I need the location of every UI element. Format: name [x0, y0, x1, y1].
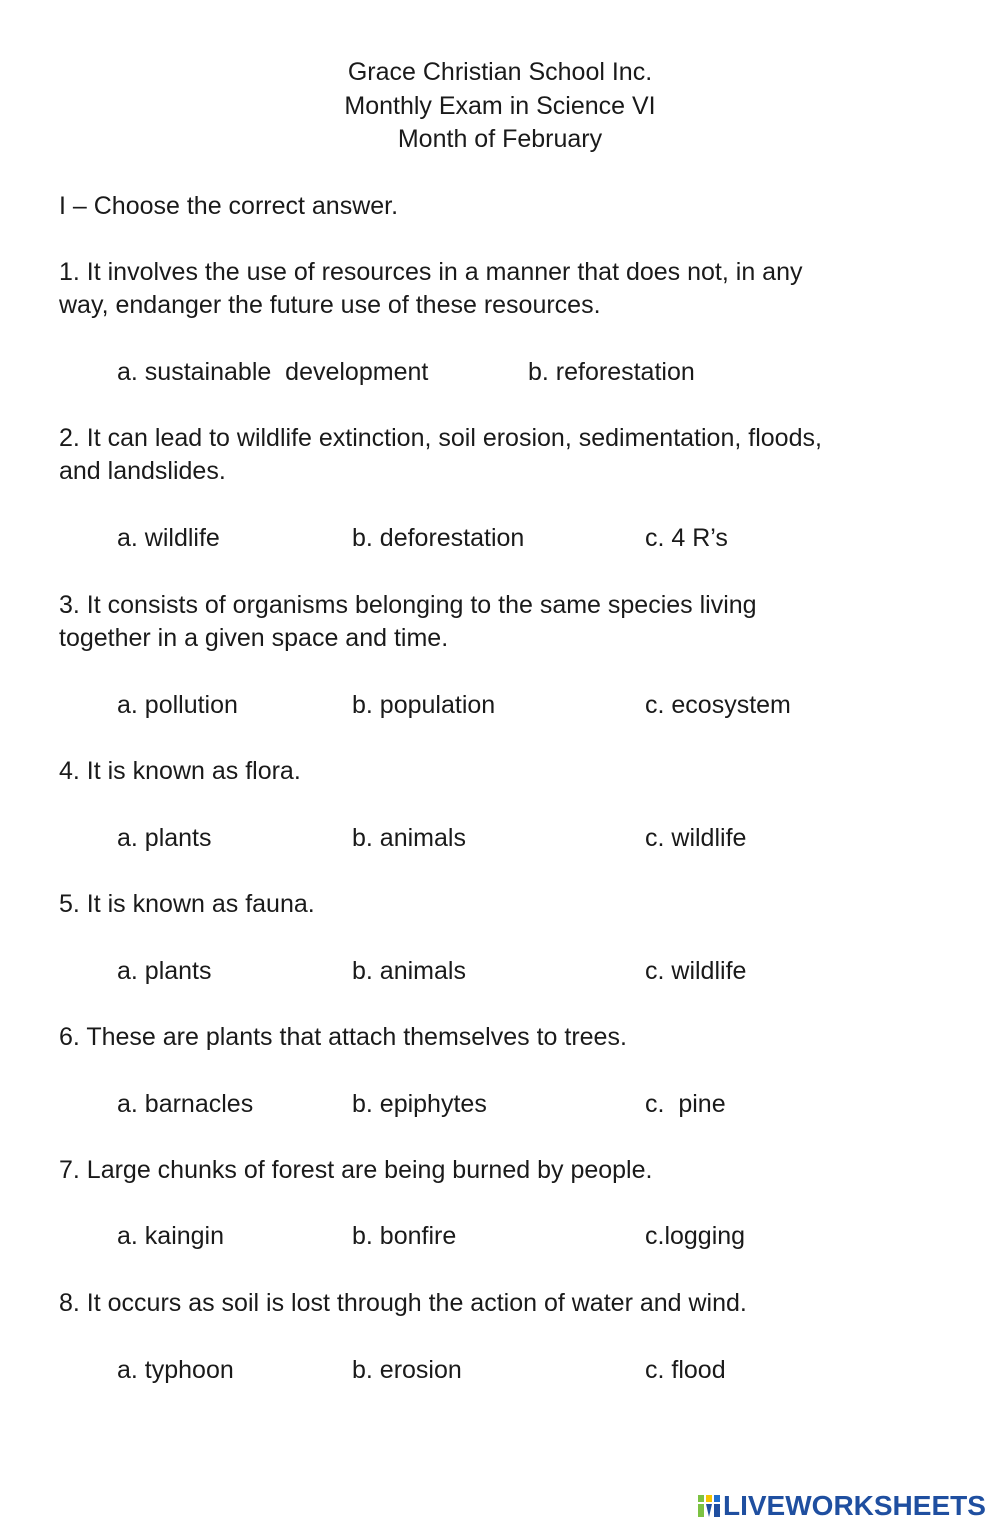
- question-5-line-1: 5. It is known as fauna.: [59, 890, 315, 918]
- question-4-option-b[interactable]: b. animals: [352, 824, 466, 852]
- question-3-line-1: 3. It consists of organisms belonging to the same species living: [59, 591, 757, 619]
- question-7-line-1: 7. Large chunks of forest are being burned by people.: [59, 1156, 653, 1184]
- question-2-option-b[interactable]: b. deforestation: [352, 524, 525, 552]
- question-3-option-a[interactable]: a. pollution: [117, 691, 238, 719]
- exam-title: Monthly Exam in Science VI: [344, 91, 656, 120]
- question-7-option-c[interactable]: c.logging: [645, 1222, 746, 1250]
- question-1-line-2: way, endanger the future use of these resources.: [59, 291, 601, 319]
- question-6-option-a[interactable]: a. barnacles: [117, 1090, 254, 1118]
- question-3-line-2: together in a given space and time.: [59, 624, 449, 652]
- exam-month: Month of February: [397, 125, 603, 153]
- question-4-option-a[interactable]: a. plants: [117, 824, 212, 852]
- question-1-option-a[interactable]: a. sustainable development: [117, 358, 429, 386]
- question-2-line-1: 2. It can lead to wildlife extinction, soil erosion, sedimentation, floods,: [59, 424, 822, 452]
- question-2-option-c[interactable]: c. 4 R’s: [645, 524, 728, 552]
- question-4-option-c[interactable]: c. wildlife: [645, 824, 747, 852]
- question-1-option-b[interactable]: b. reforestation: [528, 358, 695, 386]
- liveworksheets-watermark: [698, 1488, 986, 1524]
- question-6-option-c[interactable]: c. pine: [645, 1090, 726, 1118]
- question-5-option-b[interactable]: b. animals: [352, 957, 466, 985]
- school-name: Grace Christian School Inc.: [347, 58, 653, 86]
- question-3-option-c[interactable]: c. ecosystem: [645, 691, 791, 719]
- question-5-option-a[interactable]: a. plants: [117, 957, 212, 985]
- question-4-line-1: 4. It is known as flora.: [59, 757, 301, 785]
- question-3-option-b[interactable]: b. population: [352, 691, 496, 719]
- liveworksheets-logo-icon: [698, 1493, 720, 1519]
- question-8-option-c[interactable]: c. flood: [645, 1356, 726, 1384]
- question-5-option-c[interactable]: c. wildlife: [645, 957, 747, 985]
- exam-header: [0, 56, 1000, 157]
- section-instruction: I – Choose the correct answer.: [59, 192, 399, 220]
- liveworksheets-wordmark: LIVEWORKSHEETS: [723, 1490, 986, 1521]
- question-6-option-b[interactable]: b. epiphytes: [352, 1090, 487, 1118]
- question-7-option-b[interactable]: b. bonfire: [352, 1222, 457, 1250]
- question-2-option-a[interactable]: a. wildlife: [117, 524, 220, 552]
- question-2-line-2: and landslides.: [59, 457, 226, 485]
- question-6-line-1: 6. These are plants that attach themselves to trees.: [59, 1023, 627, 1051]
- question-8-line-1: 8. It occurs as soil is lost through the action of water and wind.: [59, 1289, 747, 1317]
- question-7-option-a[interactable]: a. kaingin: [117, 1222, 225, 1250]
- question-8-option-b[interactable]: b. erosion: [352, 1356, 462, 1384]
- question-1-line-1: 1. It involves the use of resources in a manner that does not, in any: [59, 258, 803, 286]
- question-8-option-a[interactable]: a. typhoon: [117, 1356, 234, 1384]
